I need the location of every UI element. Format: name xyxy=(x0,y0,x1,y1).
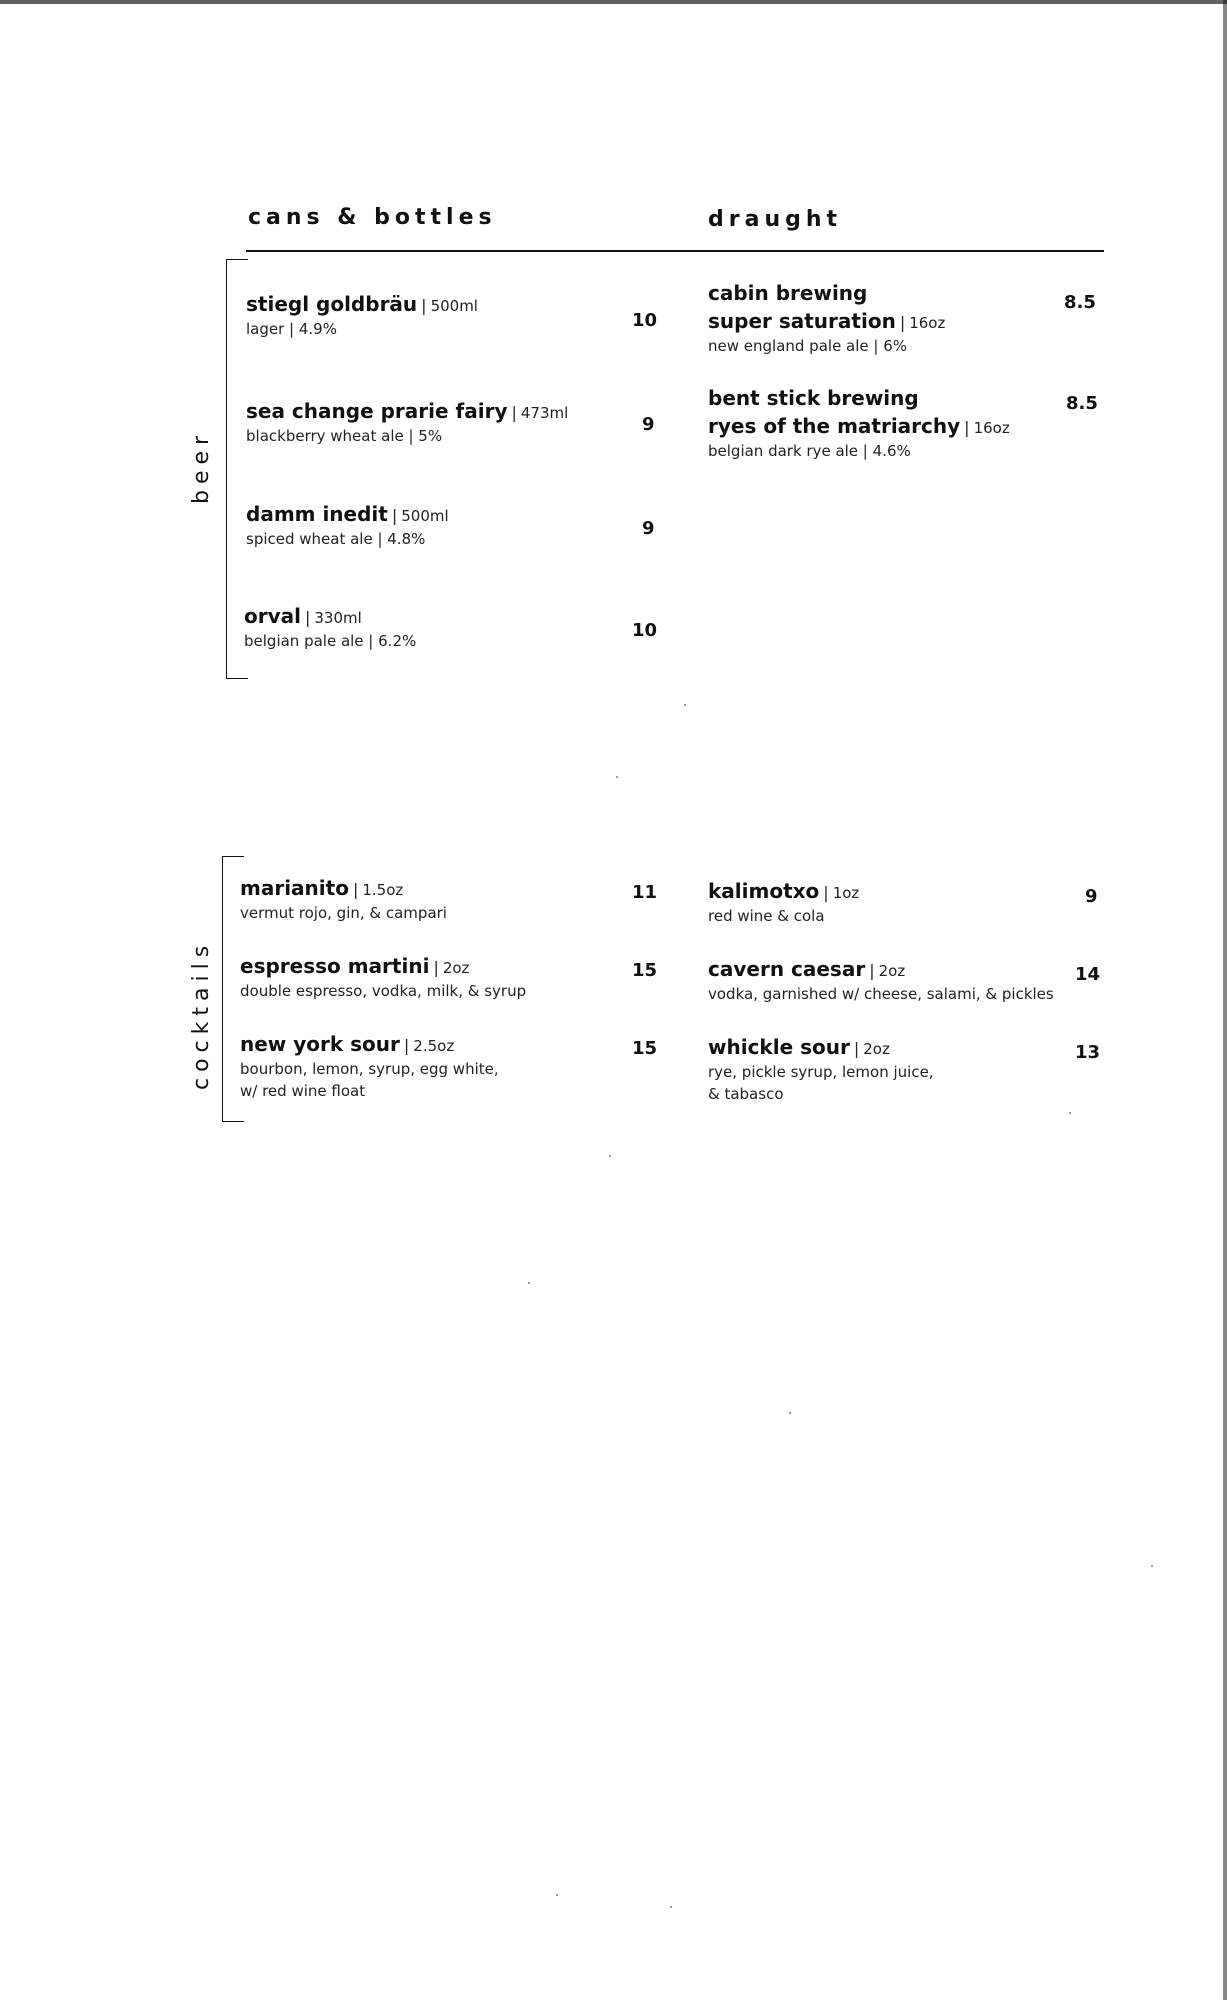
item-size: 1.5oz xyxy=(362,881,404,899)
item-name: damm inedit xyxy=(246,502,388,526)
beer-bracket xyxy=(226,259,227,679)
draught-item-bent-stick: bent stick brewing ryes of the matriarchy | 16oz belgian dark rye ale | 4.6% xyxy=(708,386,1010,460)
cocktail-item-marianito: marianito | 1.5oz vermut rojo, gin, & campari xyxy=(240,876,447,922)
item-name: whickle sour xyxy=(708,1035,850,1059)
item-name: super saturation xyxy=(708,309,896,333)
item-price: 9 xyxy=(1085,886,1098,907)
scan-speck xyxy=(1151,1565,1153,1567)
draught-heading: draught xyxy=(708,207,843,232)
item-description: & tabasco xyxy=(708,1085,784,1103)
scan-speck xyxy=(556,1894,558,1896)
cocktail-item-kalimotxo: kalimotxo | 1oz red wine & cola xyxy=(708,879,860,925)
item-size: 2oz xyxy=(863,1040,890,1058)
cocktails-bracket xyxy=(222,856,223,1122)
cocktail-item-whickle-sour: whickle sour | 2oz rye, pickle syrup, lemon juice, & tabasco xyxy=(708,1035,934,1103)
item-description: w/ red wine float xyxy=(240,1082,366,1100)
item-price: 8.5 xyxy=(1066,393,1098,414)
scan-speck xyxy=(528,1282,530,1284)
beer-item-orval: orval | 330ml belgian pale ale | 6.2% xyxy=(244,604,417,650)
item-description: red wine & cola xyxy=(708,907,825,925)
item-price: 15 xyxy=(632,960,658,981)
draught-item-cabin: cabin brewing super saturation | 16oz new england pale ale | 6% xyxy=(708,281,946,355)
item-name: new york sour xyxy=(240,1032,400,1056)
item-price: 15 xyxy=(632,1038,658,1059)
item-size: 16oz xyxy=(909,314,946,332)
scan-speck xyxy=(616,776,618,778)
item-name: kalimotxo xyxy=(708,879,820,903)
item-size: 2oz xyxy=(878,962,906,980)
item-price: 10 xyxy=(632,310,658,331)
cocktails-section-label: cocktails xyxy=(189,939,214,1090)
item-description: blackberry wheat ale | 5% xyxy=(246,427,443,445)
scan-top-edge xyxy=(0,0,1227,4)
cans-bottles-heading: cans & bottles xyxy=(248,205,497,230)
item-size: 16oz xyxy=(973,419,1010,437)
item-description: vermut rojo, gin, & campari xyxy=(240,904,447,922)
cocktail-item-new-york-sour: new york sour | 2.5oz bourbon, lemon, syrup, egg white, w/ red wine float xyxy=(240,1032,499,1100)
scan-right-edge xyxy=(1223,0,1227,2000)
item-description: new england pale ale | 6% xyxy=(708,337,908,355)
item-size: 2oz xyxy=(442,959,470,977)
item-price: 9 xyxy=(642,414,655,435)
item-size: 2.5oz xyxy=(413,1037,455,1055)
item-price: 10 xyxy=(632,620,658,641)
item-price: 11 xyxy=(632,882,658,903)
item-name: espresso martini xyxy=(240,954,430,978)
brewery-name: bent stick brewing xyxy=(708,386,919,410)
scan-speck xyxy=(684,704,686,706)
item-name: ryes of the matriarchy xyxy=(708,414,961,438)
cocktail-item-espresso-martini: espresso martini | 2oz double espresso, vodka, milk, & syrup xyxy=(240,954,527,1000)
item-name: cavern caesar xyxy=(708,957,866,981)
item-description: belgian dark rye ale | 4.6% xyxy=(708,442,911,460)
item-size: 500ml xyxy=(401,507,449,525)
item-description: vodka, garnished w/ cheese, salami, & pickles xyxy=(708,985,1054,1003)
scan-speck xyxy=(789,1412,791,1414)
beer-section-label: beer xyxy=(189,429,214,504)
item-name: sea change prarie fairy xyxy=(246,399,508,423)
item-price: 9 xyxy=(642,518,655,539)
scan-speck xyxy=(1069,1112,1071,1114)
item-name: stiegl goldbräu xyxy=(246,292,418,316)
item-size: 1oz xyxy=(832,884,860,902)
heading-divider xyxy=(246,250,1104,252)
item-description: rye, pickle syrup, lemon juice, xyxy=(708,1063,934,1081)
item-price: 8.5 xyxy=(1064,292,1096,313)
beer-item-sea-change: sea change prarie fairy | 473ml blackberry wheat ale | 5% xyxy=(246,399,569,445)
beer-item-damm: damm inedit | 500ml spiced wheat ale | 4.8% xyxy=(246,502,449,548)
item-description: bourbon, lemon, syrup, egg white, xyxy=(240,1060,499,1078)
item-description: spiced wheat ale | 4.8% xyxy=(246,530,426,548)
item-size: 473ml xyxy=(520,404,569,422)
scan-speck xyxy=(670,1906,672,1908)
beer-item-stiegl: stiegl goldbräu | 500ml lager | 4.9% xyxy=(246,292,478,338)
item-name: orval xyxy=(244,604,301,628)
brewery-name: cabin brewing xyxy=(708,281,868,305)
scan-speck xyxy=(609,1155,611,1157)
cocktail-item-cavern-caesar: cavern caesar | 2oz vodka, garnished w/ cheese, salami, & pickles xyxy=(708,957,1054,1003)
item-size: 330ml xyxy=(314,609,362,627)
item-price: 14 xyxy=(1075,964,1101,985)
item-description: belgian pale ale | 6.2% xyxy=(244,632,417,650)
item-description: double espresso, vodka, milk, & syrup xyxy=(240,982,527,1000)
item-price: 13 xyxy=(1075,1042,1101,1063)
item-name: marianito xyxy=(240,876,349,900)
item-size: 500ml xyxy=(430,297,478,315)
item-description: lager | 4.9% xyxy=(246,320,337,338)
